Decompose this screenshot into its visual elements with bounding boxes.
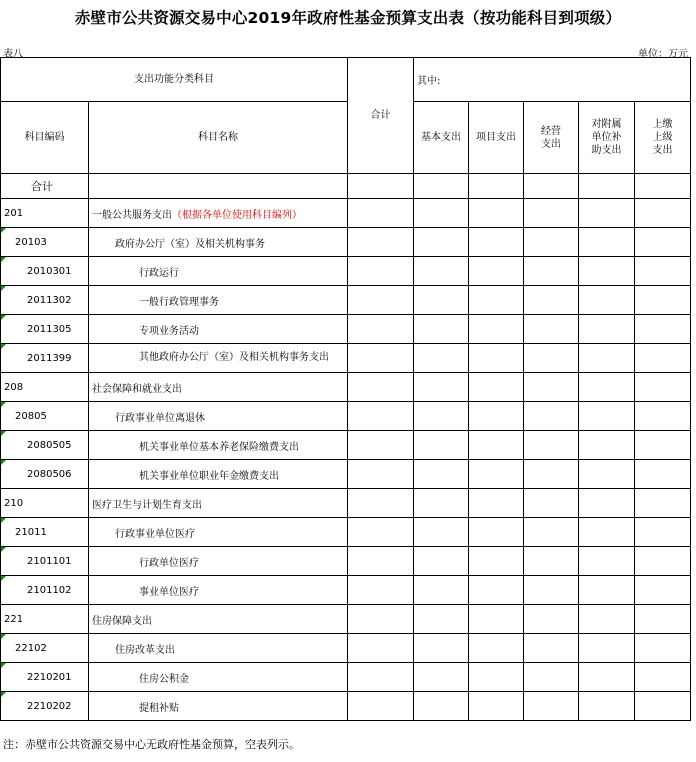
row-name-cell bbox=[89, 576, 348, 605]
cell[interactable] bbox=[524, 431, 579, 460]
cell[interactable] bbox=[579, 634, 635, 663]
cell[interactable] bbox=[579, 315, 635, 344]
cell[interactable] bbox=[579, 286, 635, 315]
row-name-cell bbox=[89, 547, 348, 576]
row-name: 行政事业单位离退休 bbox=[115, 412, 205, 424]
row-name-cell bbox=[89, 634, 348, 663]
table-row bbox=[1, 518, 691, 547]
row-code: 210 bbox=[1, 489, 89, 518]
cell[interactable] bbox=[414, 489, 469, 518]
row-name: 机关事业单位职业年金缴费支出 bbox=[139, 470, 279, 482]
row-name: 提租补贴 bbox=[139, 702, 179, 714]
row-name-cell bbox=[89, 344, 348, 373]
cell[interactable] bbox=[348, 576, 414, 605]
row-name: 其他政府办公厅（室）及相关机构事务支出 bbox=[139, 352, 329, 363]
row-name-cell bbox=[89, 489, 348, 518]
row-name: 住房保障支出 bbox=[92, 615, 152, 627]
row-code: 201 bbox=[1, 199, 89, 228]
cell[interactable] bbox=[524, 663, 579, 692]
row-name: 机关事业单位基本养老保险缴费支出 bbox=[139, 441, 299, 453]
row-code: 2011302 bbox=[1, 286, 89, 315]
row-code: 2011399 bbox=[1, 344, 89, 373]
header-project: 项目支出 bbox=[469, 102, 524, 174]
table-row bbox=[1, 431, 691, 460]
row-code: 2011305 bbox=[1, 315, 89, 344]
cell[interactable] bbox=[635, 634, 691, 663]
cell[interactable] bbox=[635, 174, 691, 199]
cell[interactable] bbox=[469, 692, 524, 721]
cell[interactable] bbox=[414, 199, 469, 228]
cell[interactable] bbox=[635, 431, 691, 460]
cell[interactable] bbox=[635, 605, 691, 634]
cell[interactable] bbox=[348, 286, 414, 315]
table-row bbox=[1, 228, 691, 257]
table-row bbox=[1, 576, 691, 605]
row-name-cell bbox=[89, 518, 348, 547]
row-name: 住房公积金 bbox=[139, 673, 189, 685]
cell[interactable] bbox=[414, 663, 469, 692]
cell[interactable] bbox=[635, 199, 691, 228]
cell[interactable] bbox=[524, 315, 579, 344]
row-code: 2101101 bbox=[1, 547, 89, 576]
cell[interactable] bbox=[469, 634, 524, 663]
cell[interactable] bbox=[469, 174, 524, 199]
cell[interactable] bbox=[348, 344, 414, 373]
cell[interactable] bbox=[524, 518, 579, 547]
header-category: 支出功能分类科目 bbox=[1, 58, 348, 102]
cell[interactable] bbox=[469, 460, 524, 489]
table-row bbox=[1, 605, 691, 634]
table-row bbox=[1, 692, 691, 721]
row-name: 专项业务活动 bbox=[139, 325, 199, 337]
table-row bbox=[1, 460, 691, 489]
cell[interactable] bbox=[579, 257, 635, 286]
cell[interactable] bbox=[635, 228, 691, 257]
cell[interactable] bbox=[635, 344, 691, 373]
cell[interactable] bbox=[469, 373, 524, 402]
row-name-cell bbox=[89, 402, 348, 431]
budget-table bbox=[0, 57, 691, 721]
cell[interactable] bbox=[635, 315, 691, 344]
row-name: 行政单位医疗 bbox=[139, 557, 199, 569]
row-name: 住房改革支出 bbox=[115, 644, 175, 656]
cell[interactable] bbox=[579, 431, 635, 460]
cell[interactable] bbox=[469, 402, 524, 431]
cell[interactable] bbox=[414, 692, 469, 721]
row-code: 21011 bbox=[1, 518, 89, 547]
cell[interactable] bbox=[524, 228, 579, 257]
header-basic: 基本支出 bbox=[414, 102, 469, 174]
header-remit bbox=[635, 102, 691, 174]
row-code: 2210201 bbox=[1, 663, 89, 692]
header-name: 科目名称 bbox=[89, 102, 348, 174]
cell[interactable] bbox=[635, 489, 691, 518]
row-name-cell bbox=[89, 431, 348, 460]
cell[interactable] bbox=[348, 402, 414, 431]
row-name: 事业单位医疗 bbox=[139, 586, 199, 598]
cell[interactable] bbox=[635, 257, 691, 286]
cell[interactable] bbox=[348, 174, 414, 199]
cell[interactable] bbox=[414, 431, 469, 460]
table-row bbox=[1, 489, 691, 518]
header-remit-text: 上缴上级支出 bbox=[652, 119, 673, 156]
cell[interactable] bbox=[414, 547, 469, 576]
table-row bbox=[1, 286, 691, 315]
cell[interactable] bbox=[348, 315, 414, 344]
cell[interactable] bbox=[635, 402, 691, 431]
cell[interactable] bbox=[635, 286, 691, 315]
cell[interactable] bbox=[469, 547, 524, 576]
cell[interactable] bbox=[579, 663, 635, 692]
header-total: 合计 bbox=[348, 58, 414, 174]
row-name-cell bbox=[89, 286, 348, 315]
cell[interactable] bbox=[414, 634, 469, 663]
cell[interactable] bbox=[348, 199, 414, 228]
row-name-cell bbox=[89, 605, 348, 634]
cell[interactable] bbox=[348, 431, 414, 460]
cell[interactable] bbox=[635, 663, 691, 692]
table-row bbox=[1, 547, 691, 576]
row-name: 一般公共服务支出 bbox=[92, 209, 172, 221]
row-code: 22102 bbox=[1, 634, 89, 663]
row-code: 20103 bbox=[1, 228, 89, 257]
cell[interactable] bbox=[348, 373, 414, 402]
cell[interactable] bbox=[414, 576, 469, 605]
header-subsidy-text: 对附属单位补助支出 bbox=[591, 119, 622, 156]
cell[interactable] bbox=[579, 605, 635, 634]
cell[interactable] bbox=[635, 547, 691, 576]
cell[interactable] bbox=[579, 199, 635, 228]
cell[interactable] bbox=[524, 402, 579, 431]
cell[interactable] bbox=[524, 692, 579, 721]
cell[interactable] bbox=[524, 286, 579, 315]
table-row bbox=[1, 663, 691, 692]
cell[interactable] bbox=[414, 228, 469, 257]
table-row bbox=[1, 373, 691, 402]
cell[interactable] bbox=[414, 402, 469, 431]
cell[interactable] bbox=[469, 605, 524, 634]
cell[interactable] bbox=[414, 518, 469, 547]
cell[interactable] bbox=[469, 257, 524, 286]
cell[interactable] bbox=[524, 605, 579, 634]
row-name-cell bbox=[89, 460, 348, 489]
cell[interactable] bbox=[414, 605, 469, 634]
row-code: 2101102 bbox=[1, 576, 89, 605]
row-code: 208 bbox=[1, 373, 89, 402]
cell[interactable] bbox=[635, 373, 691, 402]
cell[interactable] bbox=[348, 605, 414, 634]
cell[interactable] bbox=[348, 692, 414, 721]
cell[interactable] bbox=[579, 344, 635, 373]
row-name-cell bbox=[89, 257, 348, 286]
unit-label: 单位：万元 bbox=[638, 49, 688, 60]
cell[interactable] bbox=[414, 315, 469, 344]
row-name-cell bbox=[89, 315, 348, 344]
cell[interactable] bbox=[579, 489, 635, 518]
cell[interactable] bbox=[414, 286, 469, 315]
row-code: 2080506 bbox=[1, 460, 89, 489]
row-name: 政府办公厅（室）及相关机构事务 bbox=[115, 238, 265, 250]
table-row bbox=[1, 634, 691, 663]
table-row bbox=[1, 257, 691, 286]
cell[interactable] bbox=[348, 257, 414, 286]
row-code: 2080505 bbox=[1, 431, 89, 460]
row-name-cell bbox=[89, 228, 348, 257]
cell[interactable] bbox=[579, 576, 635, 605]
cell[interactable] bbox=[579, 547, 635, 576]
cell[interactable] bbox=[348, 547, 414, 576]
row-name: 社会保障和就业支出 bbox=[92, 383, 182, 395]
cell[interactable] bbox=[579, 460, 635, 489]
cell[interactable] bbox=[469, 663, 524, 692]
header-code: 科目编码 bbox=[1, 102, 89, 174]
cell[interactable] bbox=[414, 174, 469, 199]
cell[interactable] bbox=[579, 373, 635, 402]
cell[interactable] bbox=[579, 402, 635, 431]
row-code: 221 bbox=[1, 605, 89, 634]
total-row-label: 合计 bbox=[1, 174, 89, 199]
table-row bbox=[1, 344, 691, 373]
table-row bbox=[1, 402, 691, 431]
sheet-label: 表八 bbox=[3, 49, 23, 60]
cell[interactable] bbox=[635, 460, 691, 489]
row-name-cell bbox=[89, 373, 348, 402]
cell[interactable] bbox=[469, 286, 524, 315]
cell[interactable] bbox=[635, 692, 691, 721]
cell[interactable] bbox=[524, 199, 579, 228]
row-name: 行政事业单位医疗 bbox=[115, 528, 195, 540]
cell[interactable] bbox=[469, 228, 524, 257]
cell[interactable] bbox=[524, 373, 579, 402]
header-operating bbox=[524, 102, 579, 174]
cell[interactable] bbox=[469, 199, 524, 228]
cell[interactable] bbox=[524, 576, 579, 605]
cell[interactable] bbox=[469, 489, 524, 518]
header-subsidy bbox=[579, 102, 635, 174]
row-code: 20805 bbox=[1, 402, 89, 431]
cell[interactable] bbox=[524, 489, 579, 518]
table-row bbox=[1, 315, 691, 344]
cell[interactable] bbox=[414, 373, 469, 402]
cell[interactable] bbox=[469, 431, 524, 460]
cell[interactable] bbox=[414, 257, 469, 286]
row-code: 2210202 bbox=[1, 692, 89, 721]
cell[interactable] bbox=[469, 576, 524, 605]
cell[interactable] bbox=[89, 174, 348, 199]
cell[interactable] bbox=[348, 489, 414, 518]
cell[interactable] bbox=[348, 460, 414, 489]
row-name-cell bbox=[89, 663, 348, 692]
row-name-cell bbox=[89, 199, 348, 228]
cell[interactable] bbox=[524, 547, 579, 576]
cell[interactable] bbox=[635, 576, 691, 605]
cell[interactable] bbox=[348, 518, 414, 547]
row-note: （根据各单位使用科目编列） bbox=[172, 209, 302, 221]
table-row bbox=[1, 199, 691, 228]
row-name: 医疗卫生与计划生育支出 bbox=[92, 499, 202, 511]
cell[interactable] bbox=[579, 228, 635, 257]
row-name: 行政运行 bbox=[139, 267, 179, 279]
cell[interactable] bbox=[348, 663, 414, 692]
cell[interactable] bbox=[469, 344, 524, 373]
cell[interactable] bbox=[348, 228, 414, 257]
row-name-cell bbox=[89, 692, 348, 721]
cell[interactable] bbox=[635, 518, 691, 547]
header-operating-text: 经营支出 bbox=[541, 125, 561, 150]
cell[interactable] bbox=[524, 174, 579, 199]
cell[interactable] bbox=[348, 634, 414, 663]
cell[interactable] bbox=[524, 344, 579, 373]
header-of-which: 其中: bbox=[414, 58, 691, 102]
cell[interactable] bbox=[579, 518, 635, 547]
footnote: 注：赤壁市公共资源交易中心无政府性基金预算，空表列示。 bbox=[3, 738, 300, 751]
cell[interactable] bbox=[414, 344, 469, 373]
cell[interactable] bbox=[469, 315, 524, 344]
row-name: 一般行政管理事务 bbox=[139, 296, 219, 308]
cell[interactable] bbox=[469, 518, 524, 547]
cell[interactable] bbox=[414, 460, 469, 489]
cell[interactable] bbox=[524, 257, 579, 286]
cell[interactable] bbox=[579, 692, 635, 721]
cell[interactable] bbox=[524, 634, 579, 663]
cell[interactable] bbox=[524, 460, 579, 489]
cell[interactable] bbox=[579, 174, 635, 199]
total-row bbox=[1, 174, 691, 199]
table-title: 赤壁市公共资源交易中心2019年政府性基金预算支出表（按功能科目到项级） bbox=[74, 9, 622, 27]
row-code: 2010301 bbox=[1, 257, 89, 286]
